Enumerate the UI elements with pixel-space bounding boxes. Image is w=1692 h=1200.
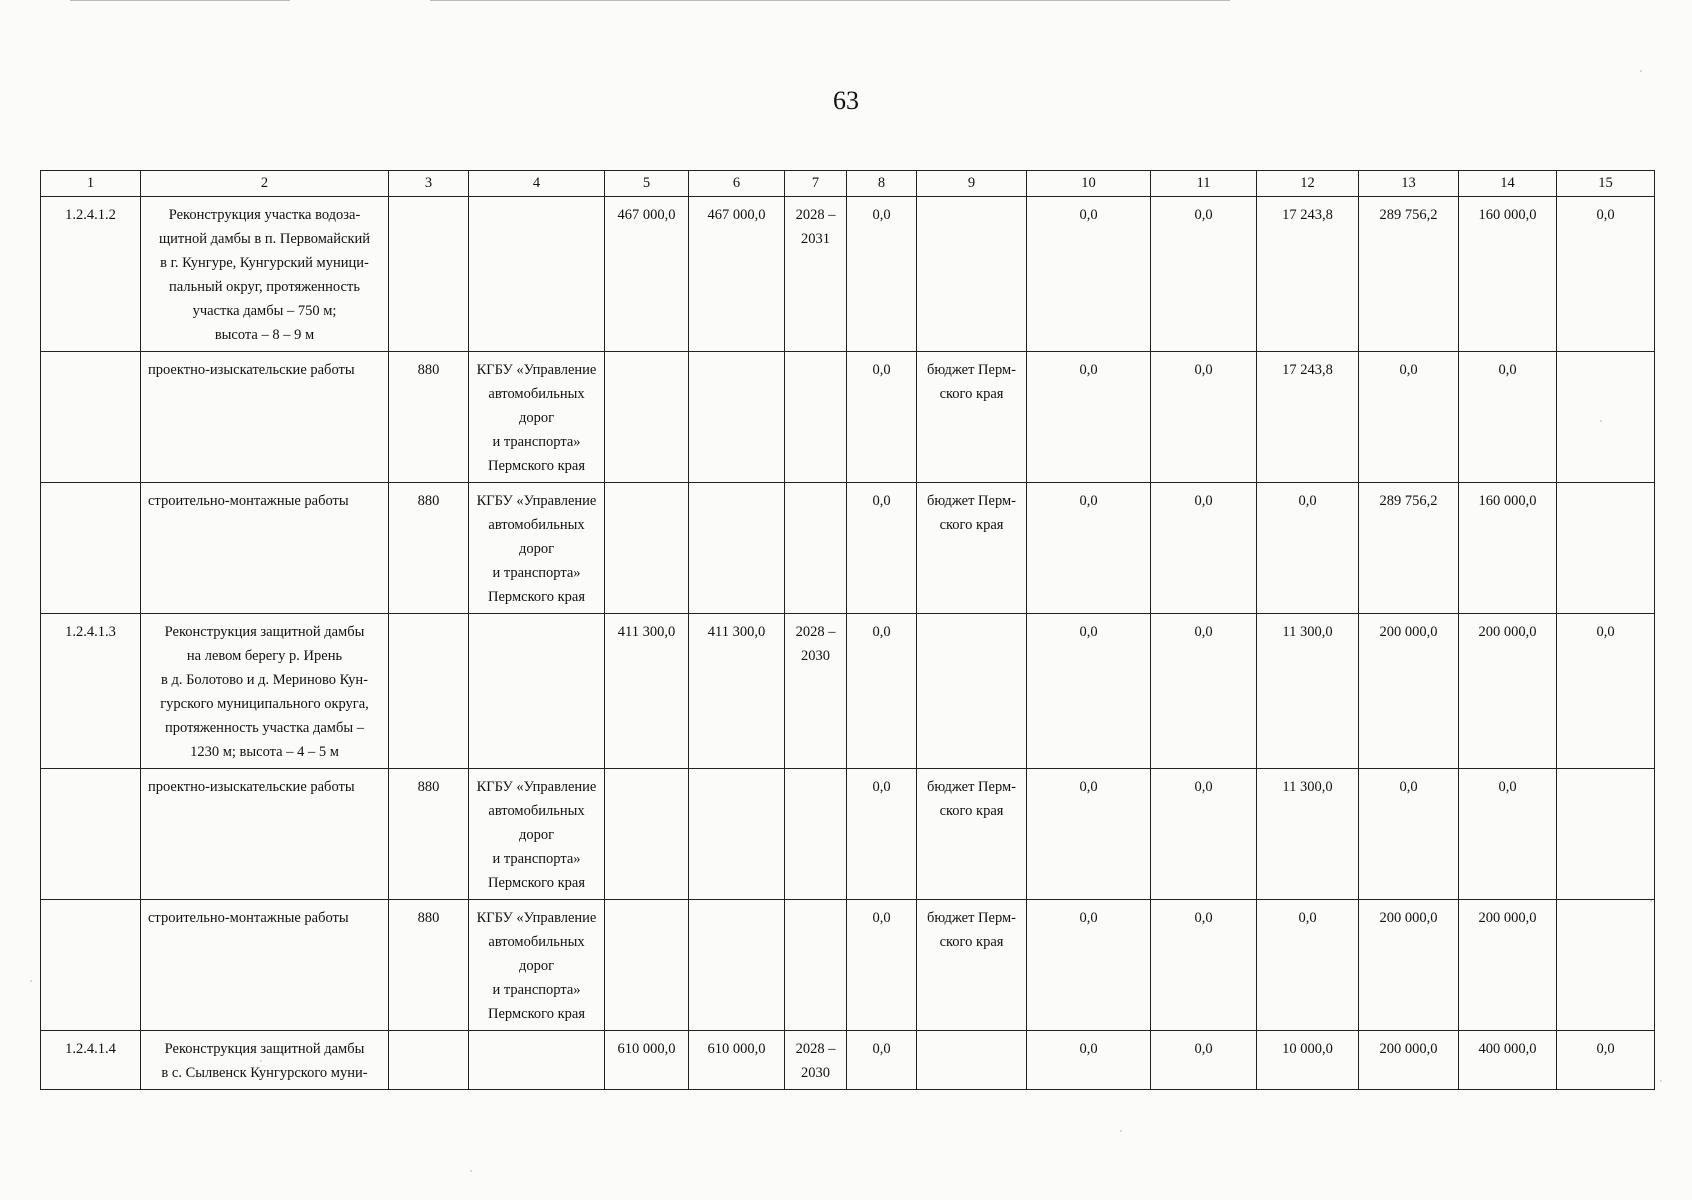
col-15-value: [1557, 352, 1655, 483]
row-code: [41, 483, 141, 614]
row-name: Реконструкция защитной дамбы на левом берегу р. Ирень в д. Болотово и д. Мериново Кун- гурского муниципального округа, протяженность участка дамбы – 1230 м; высота – 4 – 5 м: [141, 614, 389, 769]
col-11-value: 0,0: [1151, 197, 1257, 352]
col-8-value: 0,0: [847, 1031, 917, 1090]
col-8-value: 0,0: [847, 352, 917, 483]
col-10-value: 0,0: [1027, 769, 1151, 900]
table-row: [41, 1031, 1655, 1090]
row-name: Реконструкция участка водоза- щитной дамбы в п. Первомайский в г. Кунгуре, Кунгурский муници- пальный округ, протяженность участка дамбы – 750 м; высота – 8 – 9 м: [141, 197, 389, 352]
col-14-value: 200 000,0: [1459, 900, 1557, 1031]
budget-code: [389, 1031, 469, 1090]
row-name: Реконструкция защитной дамбы в с. Сылвенск Кунгурского муни-: [141, 1031, 389, 1090]
cost-remaining: 610 000,0: [689, 1031, 785, 1090]
scan-speck: [1660, 1080, 1662, 1082]
executor: КГБУ «Управление автомобильных дорог и транспорта» Пермского края: [469, 900, 605, 1031]
table-row: [41, 483, 1655, 614]
column-number-9: 9: [917, 171, 1027, 197]
scan-speck: [470, 1170, 472, 1172]
table-row: [41, 352, 1655, 483]
column-number-4: 4: [469, 171, 605, 197]
row-code: 1.2.4.1.2: [41, 197, 141, 352]
row-name: проектно-изыскательские работы: [141, 769, 389, 900]
col-13-value: 289 756,2: [1359, 483, 1459, 614]
period: 2028 – 2031: [785, 197, 847, 352]
cost-remaining: [689, 900, 785, 1031]
col-8-value: 0,0: [847, 769, 917, 900]
col-10-value: 0,0: [1027, 352, 1151, 483]
col-13-value: 0,0: [1359, 769, 1459, 900]
table-row: [41, 769, 1655, 900]
funding-source: бюджет Перм- ского края: [917, 900, 1027, 1031]
scan-top-rule: [70, 0, 290, 1]
col-12-value: 17 243,8: [1257, 197, 1359, 352]
funding-source: [917, 614, 1027, 769]
funding-source: бюджет Перм- ского края: [917, 769, 1027, 900]
cost-remaining: 467 000,0: [689, 197, 785, 352]
row-code: 1.2.4.1.4: [41, 1031, 141, 1090]
scan-speck: [1120, 1130, 1122, 1132]
row-code: 1.2.4.1.3: [41, 614, 141, 769]
col-12-value: 10 000,0: [1257, 1031, 1359, 1090]
col-12-value: 0,0: [1257, 900, 1359, 1031]
col-11-value: 0,0: [1151, 769, 1257, 900]
period: 2028 – 2030: [785, 1031, 847, 1090]
column-number-6: 6: [689, 171, 785, 197]
col-8-value: 0,0: [847, 197, 917, 352]
column-number-14: 14: [1459, 171, 1557, 197]
col-15-value: [1557, 483, 1655, 614]
executor: [469, 1031, 605, 1090]
col-14-value: 160 000,0: [1459, 197, 1557, 352]
column-number-5: 5: [605, 171, 689, 197]
total-cost: [605, 769, 689, 900]
column-number-13: 13: [1359, 171, 1459, 197]
column-number-1: 1: [41, 171, 141, 197]
funding-source: бюджет Перм- ского края: [917, 352, 1027, 483]
col-13-value: 200 000,0: [1359, 614, 1459, 769]
scan-speck: [260, 1060, 262, 1062]
cost-remaining: [689, 352, 785, 483]
column-number-row: [41, 171, 1655, 197]
executor: КГБУ «Управление автомобильных дорог и транспорта» Пермского края: [469, 769, 605, 900]
col-12-value: 11 300,0: [1257, 769, 1359, 900]
budget-code: 880: [389, 900, 469, 1031]
row-name: строительно-монтажные работы: [141, 900, 389, 1031]
column-number-2: 2: [141, 171, 389, 197]
scan-speck: [30, 980, 32, 982]
col-10-value: 0,0: [1027, 614, 1151, 769]
col-15-value: 0,0: [1557, 1031, 1655, 1090]
col-11-value: 0,0: [1151, 614, 1257, 769]
col-14-value: 400 000,0: [1459, 1031, 1557, 1090]
program-table: [40, 170, 1655, 1090]
total-cost: [605, 483, 689, 614]
budget-code: 880: [389, 483, 469, 614]
executor: КГБУ «Управление автомобильных дорог и транспорта» Пермского края: [469, 352, 605, 483]
col-13-value: 289 756,2: [1359, 197, 1459, 352]
col-11-value: 0,0: [1151, 900, 1257, 1031]
table-body: [41, 197, 1655, 1090]
funding-source: бюджет Перм- ского края: [917, 483, 1027, 614]
scan-speck: [1600, 420, 1602, 422]
budget-code: 880: [389, 769, 469, 900]
total-cost: 411 300,0: [605, 614, 689, 769]
row-code: [41, 352, 141, 483]
col-14-value: 0,0: [1459, 352, 1557, 483]
cost-remaining: [689, 483, 785, 614]
period: [785, 352, 847, 483]
col-15-value: [1557, 900, 1655, 1031]
col-8-value: 0,0: [847, 483, 917, 614]
period: [785, 900, 847, 1031]
budget-code: [389, 614, 469, 769]
table-row: [41, 614, 1655, 769]
period: 2028 – 2030: [785, 614, 847, 769]
total-cost: [605, 900, 689, 1031]
col-12-value: 0,0: [1257, 483, 1359, 614]
col-10-value: 0,0: [1027, 483, 1151, 614]
table-row: [41, 900, 1655, 1031]
col-15-value: 0,0: [1557, 197, 1655, 352]
row-code: [41, 900, 141, 1031]
column-number-15: 15: [1557, 171, 1655, 197]
col-13-value: 0,0: [1359, 352, 1459, 483]
row-name: проектно-изыскательские работы: [141, 352, 389, 483]
cost-remaining: [689, 769, 785, 900]
col-13-value: 200 000,0: [1359, 900, 1459, 1031]
total-cost: 467 000,0: [605, 197, 689, 352]
col-13-value: 200 000,0: [1359, 1031, 1459, 1090]
funding-source: [917, 1031, 1027, 1090]
cost-remaining: 411 300,0: [689, 614, 785, 769]
col-10-value: 0,0: [1027, 197, 1151, 352]
col-10-value: 0,0: [1027, 1031, 1151, 1090]
col-8-value: 0,0: [847, 900, 917, 1031]
budget-code: [389, 197, 469, 352]
column-number-11: 11: [1151, 171, 1257, 197]
total-cost: 610 000,0: [605, 1031, 689, 1090]
col-11-value: 0,0: [1151, 1031, 1257, 1090]
table-row: [41, 197, 1655, 352]
scan-speck: [1640, 70, 1642, 72]
budget-code: 880: [389, 352, 469, 483]
col-14-value: 200 000,0: [1459, 614, 1557, 769]
col-14-value: 0,0: [1459, 769, 1557, 900]
column-number-8: 8: [847, 171, 917, 197]
funding-source: [917, 197, 1027, 352]
col-12-value: 17 243,8: [1257, 352, 1359, 483]
col-12-value: 11 300,0: [1257, 614, 1359, 769]
executor: [469, 197, 605, 352]
scan-speck: [1650, 900, 1652, 902]
column-number-3: 3: [389, 171, 469, 197]
column-number-7: 7: [785, 171, 847, 197]
total-cost: [605, 352, 689, 483]
col-14-value: 160 000,0: [1459, 483, 1557, 614]
row-code: [41, 769, 141, 900]
column-number-12: 12: [1257, 171, 1359, 197]
column-number-10: 10: [1027, 171, 1151, 197]
page-number: 63: [833, 86, 859, 115]
row-name: строительно-монтажные работы: [141, 483, 389, 614]
col-11-value: 0,0: [1151, 352, 1257, 483]
scan-top-rule: [430, 0, 1230, 1]
col-8-value: 0,0: [847, 614, 917, 769]
period: [785, 769, 847, 900]
executor: КГБУ «Управление автомобильных дорог и транспорта» Пермского края: [469, 483, 605, 614]
col-11-value: 0,0: [1151, 483, 1257, 614]
executor: [469, 614, 605, 769]
col-15-value: 0,0: [1557, 614, 1655, 769]
col-10-value: 0,0: [1027, 900, 1151, 1031]
col-15-value: [1557, 769, 1655, 900]
period: [785, 483, 847, 614]
